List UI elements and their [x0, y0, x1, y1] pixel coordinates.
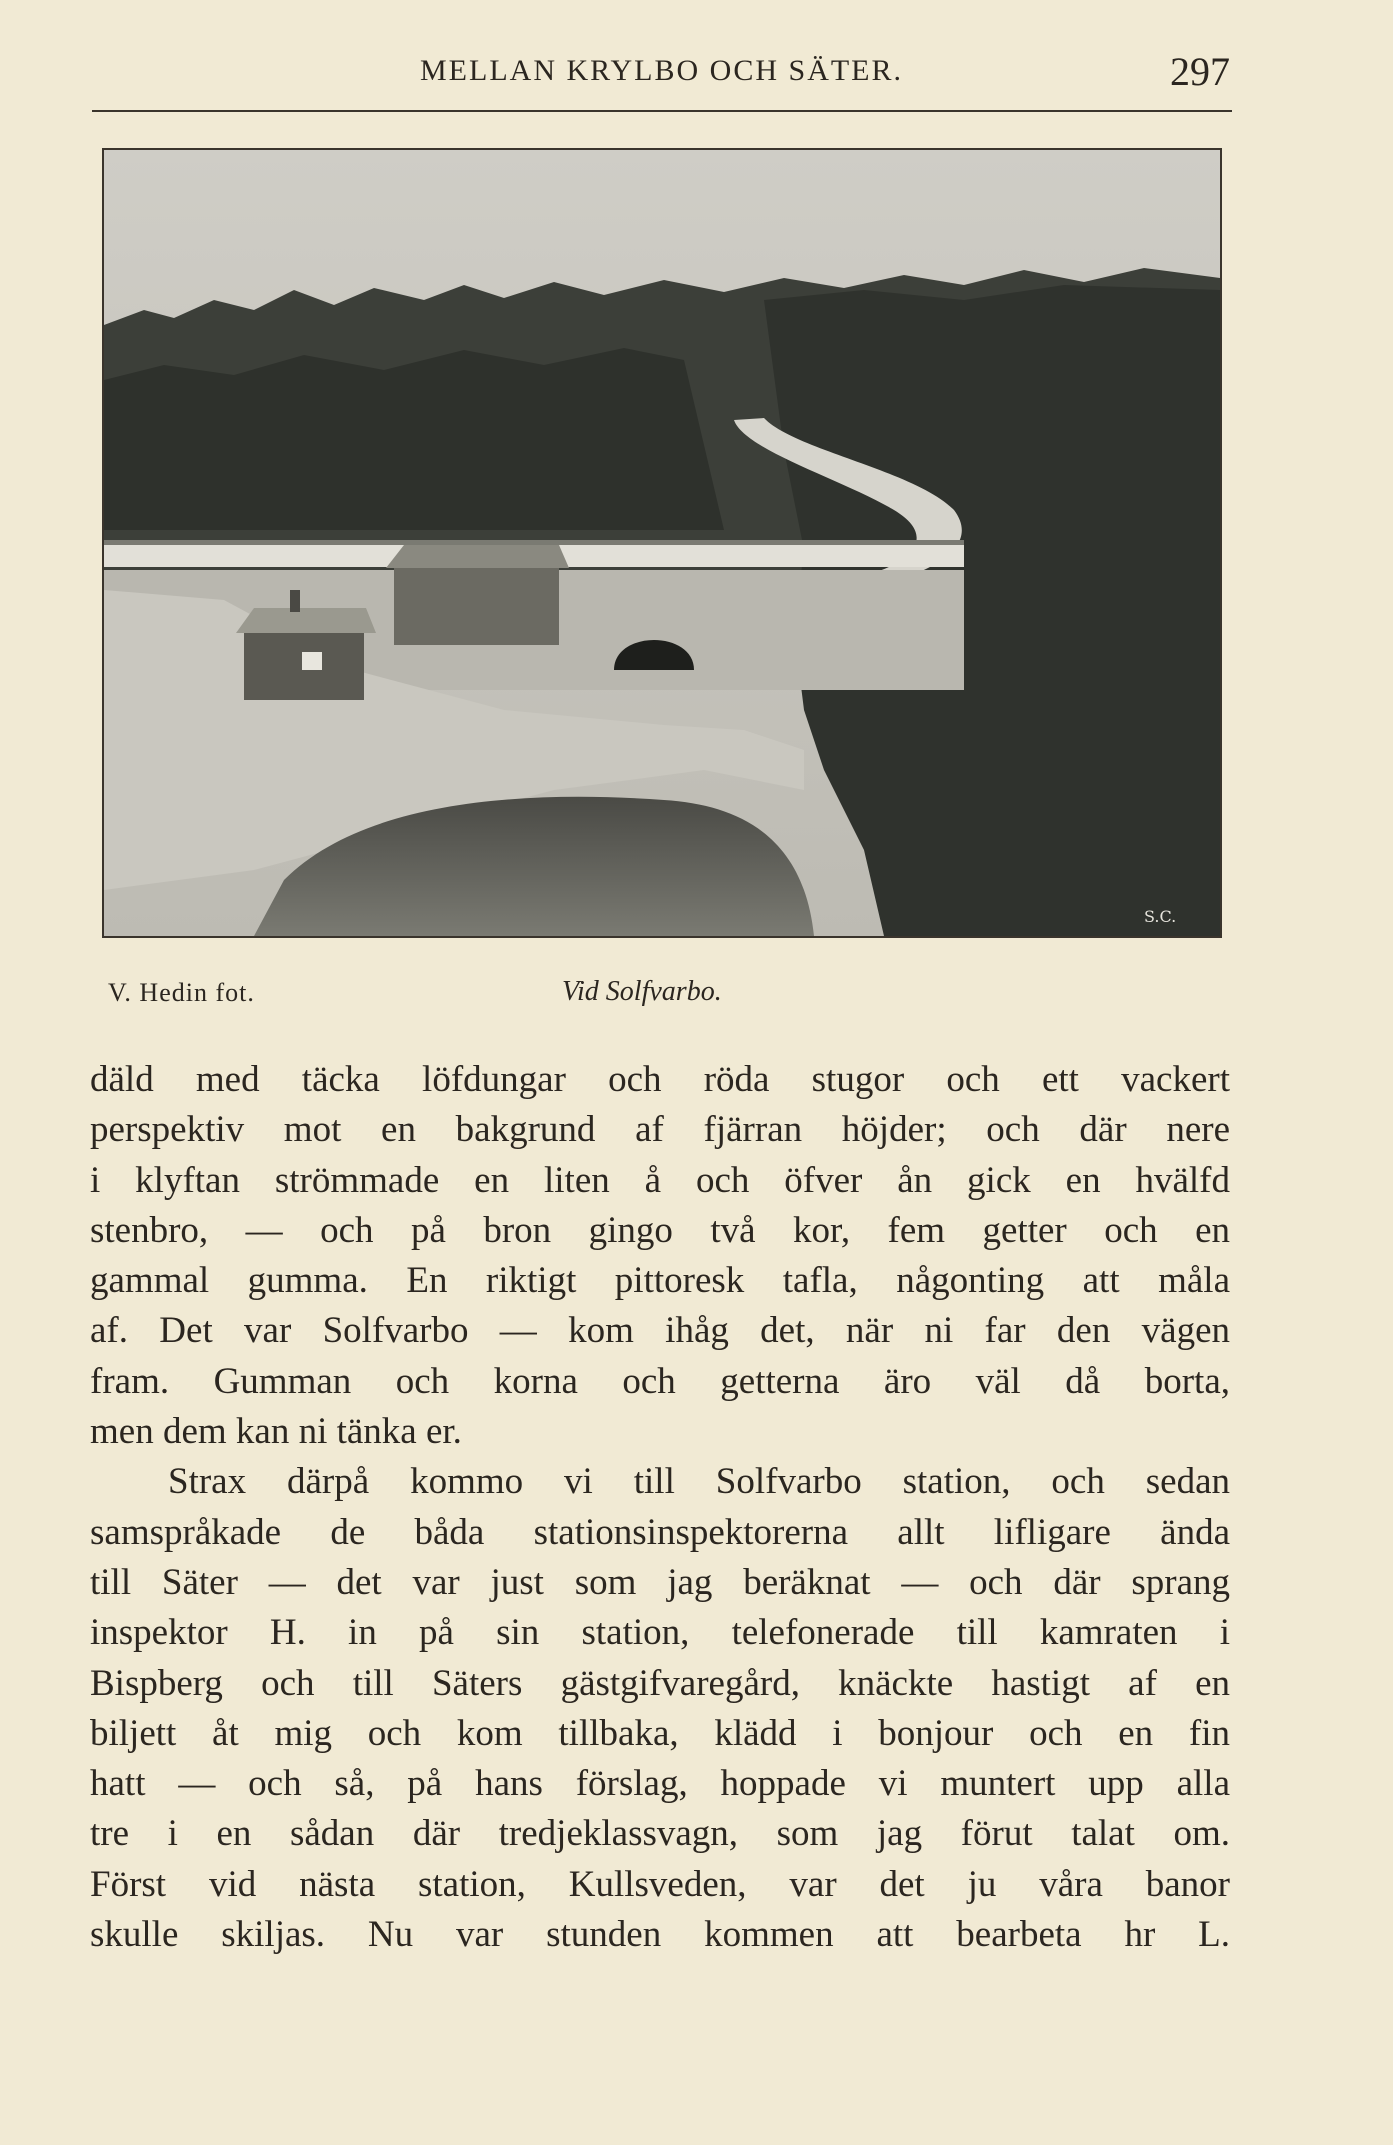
svg-text:S.C.: S.C. — [1144, 907, 1177, 926]
text-line: perspektiv mot en bakgrund af fjärran höjder; och där nere — [90, 1109, 1230, 1151]
text-line: gammal gumma. En riktigt pittoresk tafla, någonting att måla — [90, 1260, 1230, 1302]
header-rule — [92, 110, 1232, 112]
photograph-illustration — [104, 150, 1220, 936]
body-text — [90, 1055, 1230, 1960]
paragraph — [90, 1055, 1230, 1457]
text-line: till Säter — det var just som jag beräknat — och där sprang — [90, 1561, 1230, 1603]
text-line: inspektor H. in på sin station, telefonerade till kamraten i — [90, 1612, 1230, 1654]
text-line: hatt — och så, på hans förslag, hoppade vi muntert upp alla — [90, 1763, 1230, 1805]
text-line: men dem kan ni tänka er. — [90, 1411, 462, 1453]
photograph — [102, 148, 1222, 938]
page-number: 297 — [1170, 49, 1230, 94]
running-head — [90, 44, 1230, 104]
text-line: tre i en sådan där tredjeklassvagn, som jag förut talat om. — [90, 1813, 1230, 1855]
text-line: Bispberg och till Säters gästgifvaregård, knäckte hastigt af en — [90, 1662, 1230, 1704]
text-line: Strax därpå kommo vi till Solfvarbo station, och sedan — [168, 1461, 1230, 1503]
figure-caption: Vid Solfvarbo. — [562, 976, 722, 1007]
text-line: i klyftan strömmade en liten å och öfver ån gick en hvälfd — [90, 1159, 1230, 1201]
text-line: stenbro, — och på bron gingo två kor, fem getter och en — [90, 1209, 1230, 1251]
paragraph — [90, 1457, 1230, 1960]
text-line: Först vid nästa station, Kullsveden, var det ju våra banor — [90, 1863, 1230, 1905]
text-line: skulle skiljas. Nu var stunden kommen att bearbeta hr L. — [90, 1914, 1230, 1956]
running-title: MELLAN KRYLBO OCH SÄTER. — [420, 54, 904, 87]
text-line: däld med täcka löfdungar och röda stugor och ett vackert — [90, 1059, 1230, 1100]
text-line: af. Det var Solfvarbo — kom ihåg det, när ni far den vägen — [90, 1310, 1230, 1352]
text-line: fram. Gumman och korna och getterna äro väl då borta, — [90, 1360, 1230, 1402]
text-line: biljett åt mig och kom tillbaka, klädd i bonjour och en fin — [90, 1712, 1230, 1754]
photo-credit: V. Hedin fot. — [108, 978, 255, 1007]
text-line: samspråkade de båda stationsinspektorerna allt lifligare ända — [90, 1511, 1230, 1553]
